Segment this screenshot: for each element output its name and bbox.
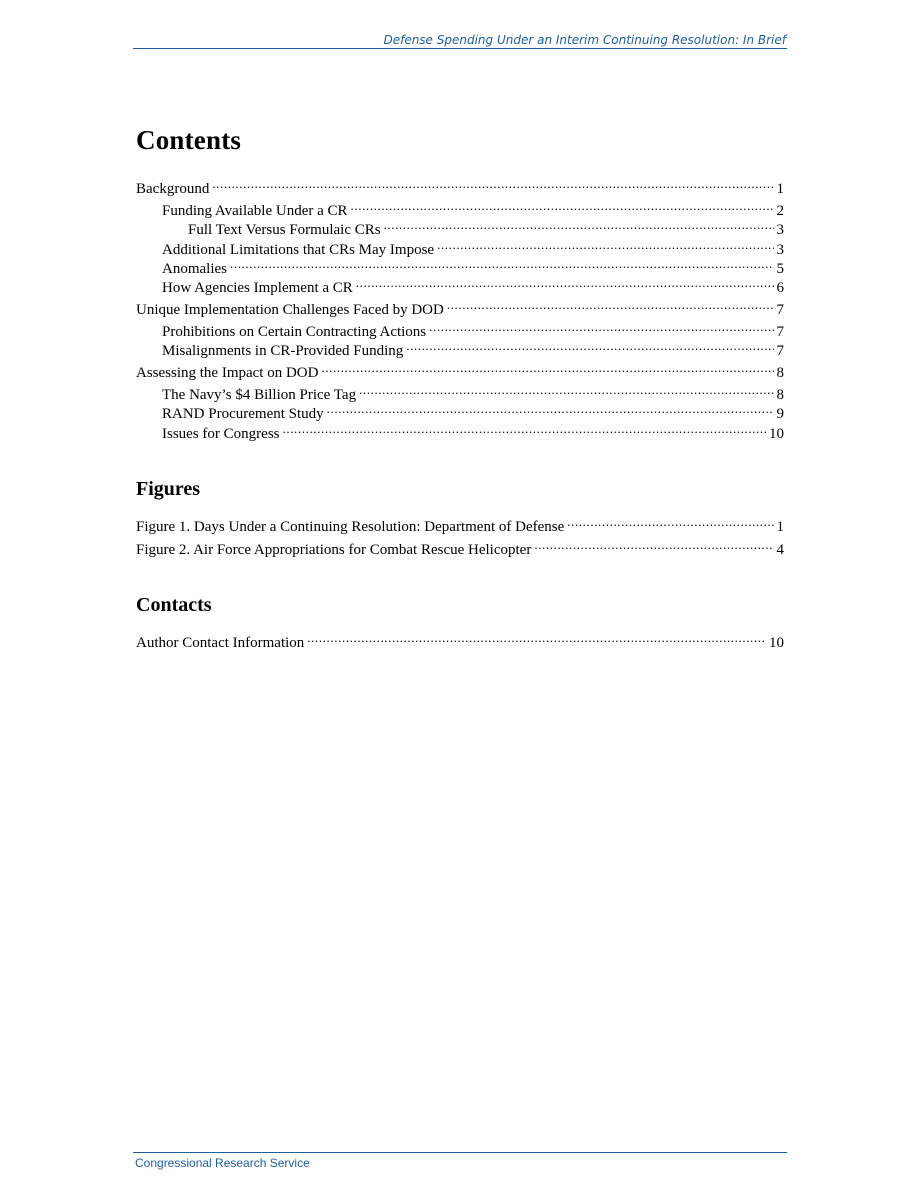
- toc-entry-label: Misalignments in CR-Provided Funding: [162, 343, 404, 359]
- toc-entry-label: Assessing the Impact on DOD: [136, 365, 319, 381]
- dot-leader: [283, 419, 767, 438]
- dot-leader: [359, 380, 773, 399]
- dot-leader: [327, 399, 774, 418]
- dot-leader: [429, 317, 773, 336]
- dot-leader: [384, 215, 774, 234]
- dot-leader: [321, 358, 773, 377]
- toc-entry-label: Funding Available Under a CR: [162, 203, 348, 219]
- dot-leader: [351, 196, 774, 215]
- toc-entry[interactable]: [136, 196, 784, 219]
- toc-entry[interactable]: [136, 336, 784, 359]
- toc-page-number: 3: [776, 242, 784, 258]
- toc-page-number: 1: [776, 519, 784, 535]
- toc-page-number: 3: [776, 222, 784, 238]
- toc-entry-label: Prohibitions on Certain Contracting Actions: [162, 324, 427, 340]
- toc-page-number: 6: [776, 280, 784, 296]
- toc-entry[interactable]: [136, 235, 784, 258]
- dot-leader: [447, 295, 774, 314]
- dot-leader: [356, 273, 774, 292]
- toc-entry-label: Issues for Congress: [162, 426, 280, 442]
- toc-entry-label: How Agencies Implement a CR: [162, 280, 353, 296]
- toc-entry-label: Background: [136, 181, 210, 197]
- toc-page-number: 4: [776, 542, 784, 558]
- running-title: Defense Spending Under an Interim Continuing Resolution: In Brief: [383, 33, 786, 47]
- toc-entry[interactable]: [136, 317, 784, 340]
- dot-leader: [307, 628, 766, 647]
- toc-entry[interactable]: [136, 535, 784, 558]
- toc-entry-label: Figure 2. Air Force Appropriations for Combat Rescue Helicopter: [136, 542, 532, 558]
- page-header: [133, 31, 787, 49]
- toc-entry-label: Anomalies: [162, 261, 227, 277]
- toc-entry[interactable]: [136, 254, 784, 277]
- toc-page-number: 2: [776, 203, 784, 219]
- toc-entry-label: Author Contact Information: [136, 635, 305, 651]
- toc-page-number: 9: [776, 406, 784, 422]
- dot-leader: [230, 254, 774, 273]
- dot-leader: [406, 336, 773, 355]
- toc-entry-label: Full Text Versus Formulaic CRs: [188, 222, 381, 238]
- dot-leader: [212, 174, 773, 193]
- toc-page-number: 1: [776, 181, 784, 197]
- toc-entry[interactable]: [136, 380, 784, 403]
- toc-page-number: 10: [769, 426, 784, 442]
- toc-entry[interactable]: [136, 174, 784, 197]
- toc-entry-label: The Navy’s $4 Billion Price Tag: [162, 387, 357, 403]
- footer-text: Congressional Research Service: [135, 1156, 310, 1170]
- contacts-heading: Contacts: [136, 594, 212, 616]
- toc-entry[interactable]: [136, 358, 784, 381]
- dot-leader: [567, 512, 773, 531]
- toc-page-number: 10: [769, 635, 784, 651]
- toc-page-number: 7: [776, 302, 784, 318]
- toc-entry[interactable]: [136, 215, 784, 238]
- toc-entry-label: Figure 1. Days Under a Continuing Resolution: Department of Defense: [136, 519, 565, 535]
- toc-entry[interactable]: [136, 399, 784, 422]
- page-footer: [133, 1152, 787, 1170]
- toc-entry[interactable]: [136, 512, 784, 535]
- toc-entry-label: Additional Limitations that CRs May Impose: [162, 242, 435, 258]
- toc-page-number: 5: [776, 261, 784, 277]
- toc-entry[interactable]: [136, 628, 784, 651]
- toc-page-number: 8: [776, 387, 784, 403]
- figures-heading: Figures: [136, 478, 201, 500]
- toc-page-number: 7: [776, 343, 784, 359]
- toc-entry[interactable]: [136, 419, 784, 442]
- dot-leader: [437, 235, 773, 254]
- toc-page-number: 8: [776, 365, 784, 381]
- toc-entry[interactable]: [136, 295, 784, 318]
- toc-entry-label: RAND Procurement Study: [162, 406, 324, 422]
- toc-entry[interactable]: [136, 273, 784, 296]
- toc-entry-label: Unique Implementation Challenges Faced by DOD: [136, 302, 444, 318]
- toc-page-number: 7: [776, 324, 784, 340]
- dot-leader: [534, 535, 773, 554]
- contents-heading: Contents: [136, 125, 242, 155]
